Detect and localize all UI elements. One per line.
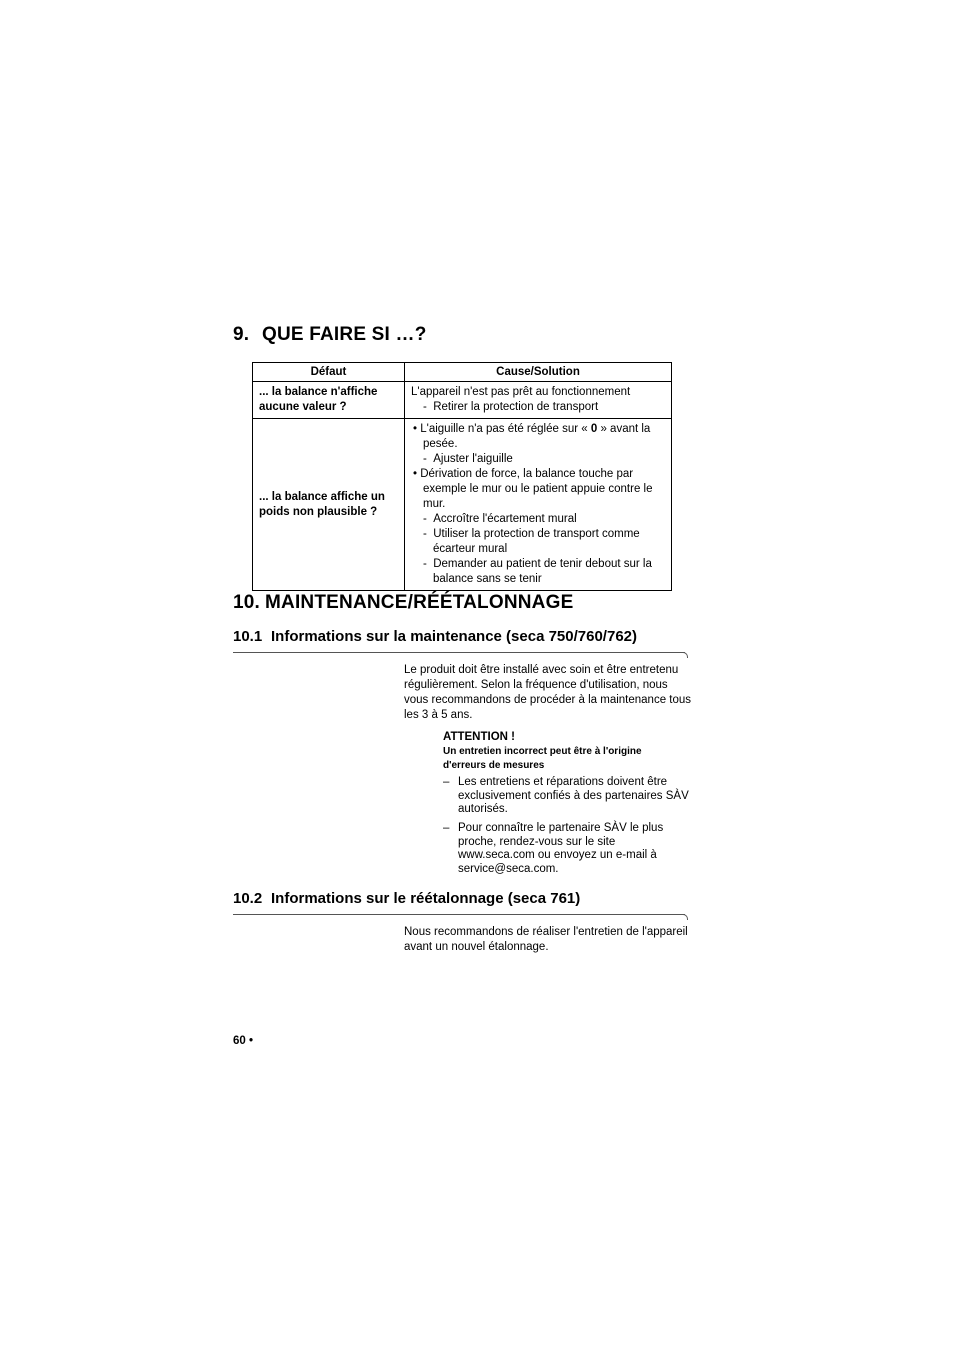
divider-hook [682, 914, 688, 920]
cause-bullet [411, 467, 665, 512]
cause-text: » avant la pesée. [423, 423, 651, 450]
bullet-glyph: • [413, 468, 418, 480]
column-header-cause: Cause/Solution [405, 363, 672, 382]
table-header-row [253, 363, 672, 382]
table-row [253, 382, 672, 419]
solution-text: Utiliser la protection de transport comme écarteur mural [433, 528, 640, 555]
solution-item [411, 400, 665, 415]
subsection-10-2-heading [233, 890, 580, 907]
recalibration-paragraph: Nous recommandons de réaliser l'entretien de l'appareil avant un nouvel étalonnage. [404, 926, 688, 953]
solution-text: Accroître l'écartement mural [433, 513, 577, 525]
section-divider [233, 652, 685, 653]
hyphen-glyph: - [423, 528, 427, 540]
section-number: 9. [233, 324, 250, 345]
cause-cell [405, 419, 672, 591]
subsection-10-1-heading [233, 628, 637, 645]
solution-text: Retirer la protection de transport [433, 401, 599, 413]
warning-item-text: Pour connaître le partenaire SÀV le plus proche, rendez-vous sur le site www.seca.com ou envoyez un e-mail à service@seca.com. [458, 822, 664, 875]
section-10-heading [233, 592, 573, 614]
hyphen-glyph: - [423, 558, 427, 570]
hyphen-glyph: - [423, 401, 427, 413]
warning-item [443, 822, 693, 876]
fault-cell: ... la balance affiche un poids non plausible ? [253, 419, 405, 591]
solution-item [411, 452, 665, 467]
section-9-heading [233, 324, 427, 346]
dash-glyph: – [443, 776, 450, 788]
warning-item-text: Les entretiens et réparations doivent être exclusivement confiés à des partenaires SÀV autorisés. [458, 776, 689, 815]
bullet-glyph: • [413, 423, 418, 435]
section-number: 10. [233, 592, 261, 613]
page-number: 60 • [233, 1035, 254, 1047]
solution-item [411, 512, 665, 527]
divider-hook [682, 652, 688, 658]
solution-text: Ajuster l'aiguille [433, 453, 513, 465]
warning-item [443, 776, 693, 817]
solution-item [411, 557, 665, 587]
maintenance-paragraph: Le produit doit être installé avec soin et être entretenu régulièrement. Selon la fréquence d'utilisation, nous vous recommandons de procéder à la maintenance tous les 3 à 5 ans. [404, 664, 692, 721]
cause-text: L'appareil n'est pas prêt au fonctionnement [411, 386, 631, 398]
dash-glyph: – [443, 822, 450, 834]
subsection-title: Informations sur la maintenance (seca 750/760/762) [271, 628, 637, 645]
section-title: QUE FAIRE SI …? [262, 324, 427, 345]
hyphen-glyph: - [423, 453, 427, 465]
column-header-fault: Défaut [253, 363, 405, 382]
subsection-number: 10.2 [233, 890, 263, 907]
hyphen-glyph: - [423, 513, 427, 525]
cause-bullet [411, 422, 665, 452]
table-row [253, 419, 672, 591]
solution-text: Demander au patient de tenir debout sur la balance sans se tenir [433, 558, 652, 585]
solution-item [411, 527, 665, 557]
fault-cell: ... la balance n'affiche aucune valeur ? [253, 382, 405, 419]
section-divider [233, 914, 685, 915]
subsection-number: 10.1 [233, 628, 263, 645]
section-title: MAINTENANCE/RÉÉTALONNAGE [265, 592, 574, 613]
cause-text: L'aiguille n'a pas été réglée sur « [420, 423, 591, 435]
zero-value: 0 [590, 423, 598, 435]
cause-text: Dérivation de force, la balance touche par exemple le mur ou le patient appuie contre le mur. [420, 468, 653, 510]
troubleshooting-table [252, 362, 672, 591]
warning-subtitle: Un entretien incorrect peut être à l'origine d'erreurs de mesures [443, 746, 642, 771]
cause-cell [405, 382, 672, 419]
subsection-title: Informations sur le réétalonnage (seca 761) [271, 890, 581, 907]
warning-title: ATTENTION ! [443, 731, 515, 743]
